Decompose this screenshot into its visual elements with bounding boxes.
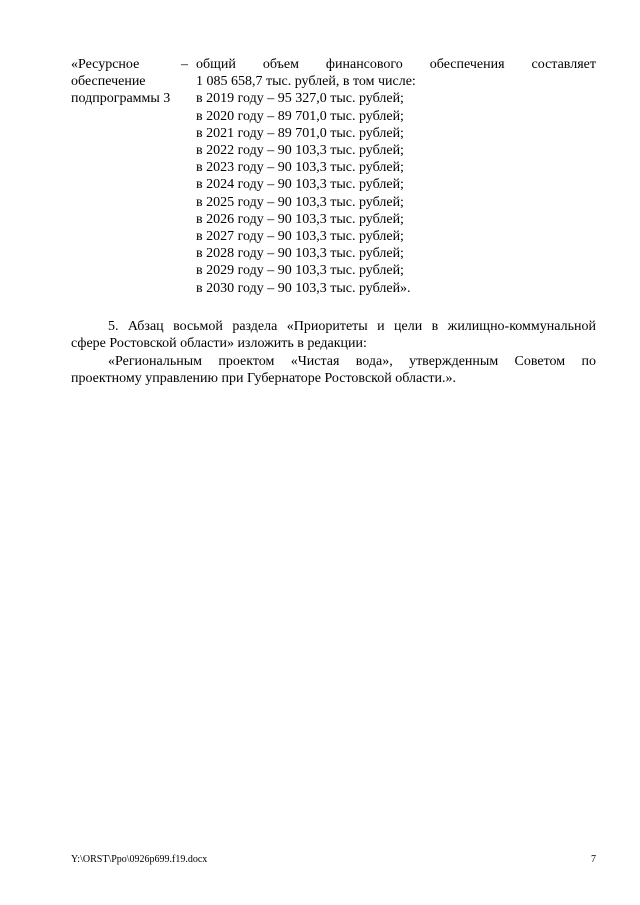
resource-label-line: «Ресурсное [71,57,140,72]
year-amount-line: в 2029 году – 90 103,3 тыс. рублей; [196,263,404,279]
resource-total-line: 1 085 658,7 тыс. рублей, в том числе: [196,74,416,90]
file-path: Y:\ORST\Ppo\0926p699.f19.docx [71,854,208,865]
word: и [377,319,385,334]
amendment-paragraph-5 [71,318,596,353]
word: составляет [531,57,596,72]
resource-text [196,56,596,297]
year-amount-line: в 2022 году – 90 103,3 тыс. рублей; [196,143,404,159]
word: восьмой [173,319,223,334]
word: Абзац [127,319,164,334]
word: обеспечения [429,57,505,72]
word: «Приоритеты [286,319,368,334]
resource-dash: – [181,57,188,72]
year-amount-line: в 2028 году – 90 103,3 тыс. рублей; [196,246,404,262]
paragraph-line [71,353,596,370]
year-amount-line: в 2025 году – 90 103,3 тыс. рублей; [196,194,404,210]
word: Советом [514,353,566,369]
page-number: 7 [591,854,596,865]
resource-label-line: обеспечение [71,74,146,90]
word: общий [196,57,236,72]
word: цели [394,319,423,334]
year-amount-line: в 2024 году – 90 103,3 тыс. рублей; [196,177,404,193]
word: 5. [108,319,119,334]
word: «Региональным [108,353,203,369]
word: в [431,319,439,334]
year-amount-line: в 2019 году – 95 327,0 тыс. рублей; [196,91,404,107]
year-amount-line: в 2021 году – 89 701,0 тыс. рублей; [196,125,404,141]
word: утвержденным [409,353,499,369]
year-amount-line: в 2027 году – 90 103,3 тыс. рублей; [196,229,404,245]
paragraph-line: сфере Ростовской области» изложить в редакции: [71,336,367,352]
resource-label-line: подпрограммы 3 [71,91,171,107]
year-amount-line: в 2020 году – 89 701,0 тыс. рублей; [196,108,404,124]
year-amount-line: в 2023 году – 90 103,3 тыс. рублей; [196,160,404,176]
amendment-new-text [71,353,596,388]
year-amount-line: в 2026 году – 90 103,3 тыс. рублей; [196,211,404,227]
word: по [581,353,596,369]
word: жилищно-коммунальной [447,319,596,334]
word: «Чистая [290,353,340,369]
paragraph-line [71,318,596,335]
word: объем [262,57,299,72]
year-amount-line: в 2030 году – 90 103,3 тыс. рублей». [196,280,411,296]
paragraph-line: проектному управлению при Губернаторе Ростовской области.». [71,370,457,386]
resource-label [71,56,181,108]
word: финансового [325,57,403,72]
resource-first-line [196,56,596,73]
word: раздела [232,319,278,334]
word: проектом [218,353,275,369]
amendment-block [71,318,596,387]
word: вода», [355,353,393,369]
